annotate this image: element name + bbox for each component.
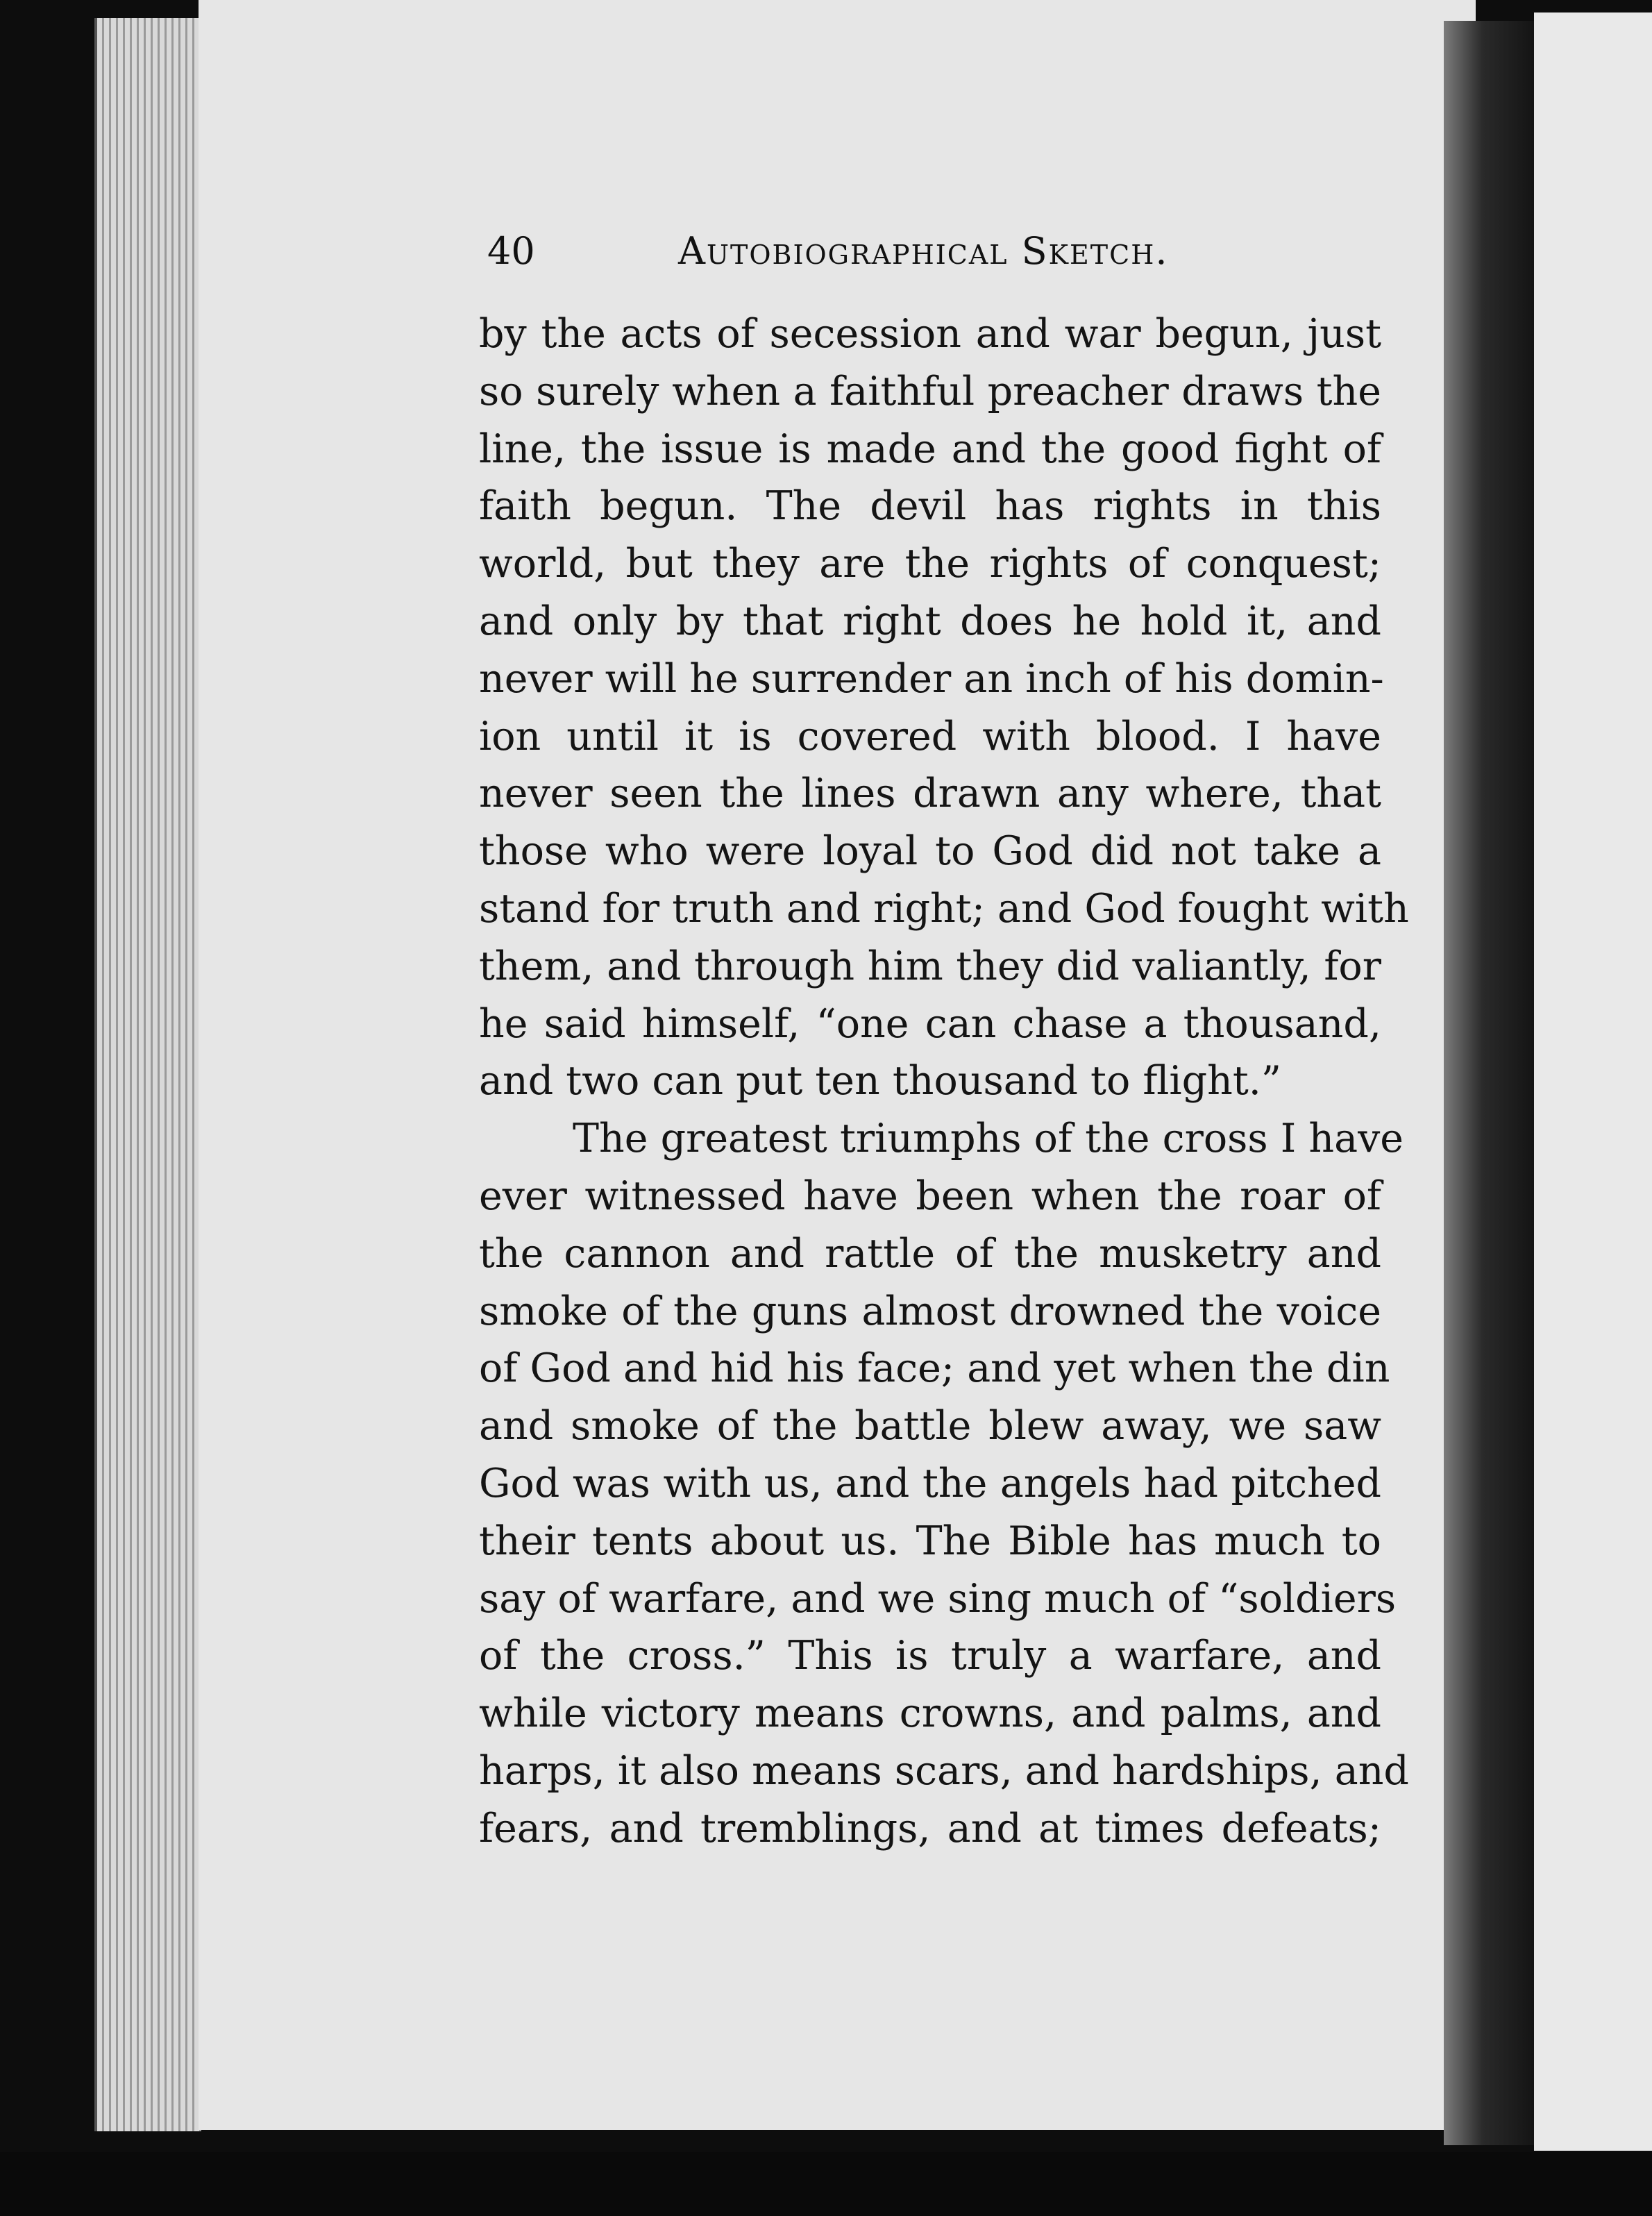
text-line: of God and hid his face; and yet when the din	[479, 1345, 1390, 1392]
text-line: and two can put ten thousand to flight.”	[479, 1058, 1282, 1105]
text-line: the cannon and rattle of the musketry and	[479, 1230, 1381, 1277]
page-gutter-shadow	[1444, 21, 1541, 2145]
page-number: 40	[487, 229, 535, 273]
text-line: say of warfare, and we sing much of “soldiers	[479, 1575, 1397, 1622]
text-line: line, the issue is made and the good fight of	[479, 426, 1381, 472]
text-line: he said himself, “one can chase a thousand,	[479, 1000, 1381, 1047]
text-line: never seen the lines drawn any where, that	[479, 771, 1381, 817]
page-header	[487, 229, 1383, 285]
text-line: God was with us, and the angels had pitched	[479, 1460, 1381, 1506]
text-line: ion until it is covered with blood. I have	[479, 713, 1381, 759]
text-line: fears, and tremblings, and at times defeats;	[479, 1805, 1381, 1852]
text-line: smoke of the guns almost drowned the voice	[479, 1288, 1381, 1334]
text-line: ever witnessed have been when the roar of	[479, 1173, 1381, 1219]
text-line: world, but they are the rights of conquest;	[479, 541, 1381, 587]
page-edge-stack	[94, 18, 201, 2131]
text-line: while victory means crowns, and palms, and	[479, 1690, 1381, 1737]
text-line: of the cross.” This is truly a warfare, and	[479, 1633, 1381, 1679]
text-line: never will he surrender an inch of his domin-	[479, 655, 1384, 702]
text-line: their tents about us. The Bible has much to	[479, 1518, 1381, 1564]
text-line: stand for truth and right; and God fought with	[479, 885, 1409, 932]
text-line: those who were loyal to God did not take a	[479, 828, 1381, 875]
text-line: so surely when a faithful preacher draws the	[479, 368, 1381, 414]
text-line: and smoke of the battle blew away, we saw	[479, 1403, 1381, 1450]
text-line: faith begun. The devil has rights in this	[479, 483, 1381, 530]
text-line: them, and through him they did valiantly, for	[479, 943, 1381, 989]
body-text	[479, 305, 1409, 1858]
text-line: and only by that right does he hold it, and	[479, 598, 1381, 644]
text-line: harps, it also means scars, and hardships, and	[479, 1747, 1409, 1794]
text-line: by the acts of secession and war begun, just	[479, 311, 1381, 357]
scan-bottom-border	[0, 2152, 1652, 2216]
facing-page	[1534, 12, 1652, 2151]
text-line: The greatest triumphs of the cross I have	[573, 1116, 1404, 1162]
running-title: Autobiographical Sketch.	[678, 229, 1169, 273]
